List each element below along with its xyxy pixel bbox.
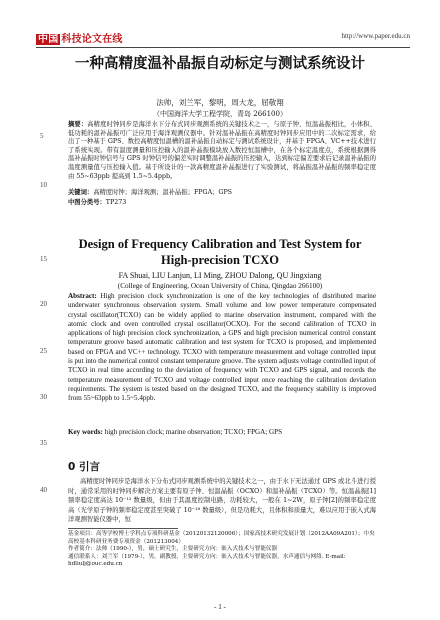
- line-number: 10: [40, 181, 47, 189]
- keywords-chinese-text: 高精度时钟；海洋观测；温补晶振；FPGA；GPS: [93, 189, 232, 196]
- classification-text: TP273: [105, 199, 127, 206]
- line-number: 20: [40, 300, 47, 308]
- footnote-divider: [68, 528, 178, 529]
- title-chinese: 一种高精度温补晶振自动标定与测试系统设计: [75, 56, 365, 72]
- authors-chinese: 法帅，刘兰军，黎明，周大龙，屈敬翔: [156, 98, 284, 107]
- logo-text: 科技论文在线: [61, 34, 123, 45]
- affiliation-chinese: （中国海洋大学工程学院，青岛 266100）: [153, 110, 287, 118]
- footnotes: [68, 531, 376, 569]
- classification-number: [68, 199, 126, 208]
- title-english-line2: High-precision TCXO: [161, 253, 279, 267]
- line-number: 40: [40, 486, 47, 494]
- abstract-chinese-label: 摘要：: [68, 121, 88, 128]
- abstract-english: [68, 292, 376, 404]
- keywords-chinese-label: 关键词：: [68, 189, 94, 196]
- line-number: 35: [40, 439, 47, 447]
- line-number: 25: [40, 347, 47, 355]
- keywords-english: [68, 428, 376, 437]
- site-logo[interactable]: [36, 30, 123, 45]
- authors-english: FA Shuai, LIU Lanjun, LI Ming, ZHOU Dalong, QU Jingxiang: [118, 271, 322, 280]
- classification-label: 中图分类号：: [68, 199, 106, 206]
- site-url[interactable]: http://www.paper.edu.cn: [341, 32, 410, 40]
- line-number: 5: [40, 132, 44, 140]
- title-english: [50, 236, 390, 268]
- keywords-english-text: high precision clock; marine observation; TCXO; FPGA; GPS: [104, 428, 283, 436]
- page-number: - 1 -: [214, 603, 226, 611]
- section-heading: 0 引言: [68, 461, 100, 473]
- intro-paragraph: 高精度时钟同步是海洋水下分布式同步观测系统中的关键技术之一，由于水下无法通过 GPS 或北斗进行授时，通常采用的时钟同步解决方案主要有原子钟、恒温晶振（OCXO）和温补晶振（TCXO）等。恒温晶振[1]频率稳定度高达 10⁻¹² 数量级，但由于其温度控制电路，功耗较大，一般在 1~2W，原子钟[2]的频率稳定度高（光学原子钟的频率稳定度甚至突破了 10⁻¹⁸ 数量级），但是功耗大，且体积和质量大，难以应用于嵌入式海洋观测智能仪器中，恒: [68, 478, 376, 524]
- footnote-correspondence: 通信联系人：刘兰军（1979-），男，副教授，主要研究方向：嵌入式技术与智能仪器，水声通信与网络. E-mail: hdliulj@ouc.edu.cn: [68, 553, 346, 568]
- page-header: [36, 30, 410, 46]
- header-divider: [36, 47, 410, 48]
- title-english-line1: Design of Frequency Calibration and Test System for: [78, 237, 362, 251]
- abstract-chinese: [68, 121, 376, 181]
- abstract-chinese-text: 高精度时钟同步是海洋水下分布式同步观测系统的关键技术之一，与原子钟、恒温晶振相比，小体积、低功耗的温补晶振可广泛应用于海洋观测仪器中。针对温补晶振在高精度时钟同步应用中的二次标定需求，给出了一种基于 GPS、数控高精度恒温槽的温补晶振自动标定与测试系统设计，并基于 FPGA、VC++技术进行了系统实现。带有温度测量和压控输入的温补晶振模块放入数控恒温槽中，在各个标定温度点，系统根据测得温补晶振时钟信号与 GPS 时钟信号的偏差实时调整温补晶振的压控输入，达到标定偏差要求后记录温补晶振的温度测量值与压控输入值。基于所设计的一款高精度温补晶振进行了实验测试，将晶振温补晶振的频率稳定度由 55~63ppb 提高到 1.5~5.4ppb。: [68, 121, 377, 180]
- logo-cn: 中国: [38, 34, 59, 45]
- keywords-english-label: Key words:: [68, 428, 103, 436]
- abstract-english-text: High precision clock synchronization is one of the key technologies of distributed marine underwater synchronous observation system. Small volume and low power temperature compensated crystal oscillator(TCXO) can be widely applied to marine observation instrument, compared with the atomic clock and oven controlled crystal oscillator(OCXO). For the second calibration of TCXO in applications of high precision clock synchronization, a GPS and high precision numerical control constant temperature groove based automatic calibration and test system for TCXO is proposed, and implemented based on FPGA and VC++ technology. TCXO with temperature measurement and voltage controlled input is put into the numerical control constant temperature groove. The system adjusts voltage controlled input of TCXO in real time according to the deviation of frequency with TCXO and GPS signal, and records the temperature measurement of TCXO and voltage controlled input once reaching the calibration deviation requirements. The system is tested based on the designed TCXO, and the frequency stability is improved from 55~63ppb to 1.5~5.4ppb.: [68, 292, 377, 403]
- affiliation-english: (College of Engineering, Ocean University of China, Qingdao 266100): [117, 282, 323, 290]
- line-number: 30: [40, 393, 47, 401]
- line-number: 15: [40, 255, 47, 263]
- keywords-chinese: [68, 189, 376, 198]
- footnote-fund: 基金项目：高等学校博士学科点专项科研基金（20120132120006）；国家高技术研究发展计划（2012AA09A201）；中央高校基本科研业务费专项资金（201213004）: [68, 531, 375, 545]
- abstract-english-label: Abstract:: [68, 292, 97, 300]
- footnote-author: 作者简介：法帅（1990-），男，硕士研究生，主要研究方向：嵌入式技术与智能仪器: [68, 546, 278, 553]
